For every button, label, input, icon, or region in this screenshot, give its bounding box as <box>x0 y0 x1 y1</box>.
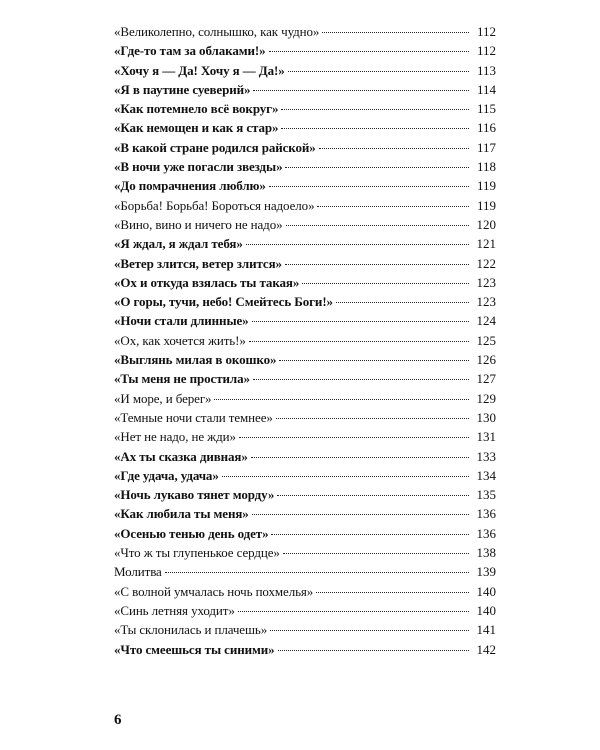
toc-entry-title: «Я в паутине суеверий» <box>114 81 251 97</box>
dot-leader <box>252 321 469 322</box>
dot-leader <box>222 476 469 477</box>
toc-entry <box>114 273 496 292</box>
dot-leader <box>317 206 469 207</box>
toc-entry-title: «Великолепно, солнышко, как чудно» <box>114 24 320 39</box>
dot-leader <box>281 109 469 110</box>
toc-entry-title: «Выглянь милая в окошко» <box>114 352 277 368</box>
dot-leader <box>279 360 469 361</box>
toc-entry <box>114 389 496 408</box>
toc-entry <box>114 427 496 446</box>
toc-entry-title: «Как немощен и как я стар» <box>114 120 279 136</box>
toc-entry <box>114 350 496 369</box>
toc-entry-title: «До помрачнения люблю» <box>114 178 266 194</box>
toc-entry-title: «Что смеешься ты синими» <box>114 641 275 657</box>
toc-entry <box>114 138 496 157</box>
toc-entry <box>114 99 496 118</box>
dot-leader <box>165 572 469 573</box>
toc-entry-page: 114 <box>476 81 496 97</box>
toc-entry-page: 120 <box>476 216 496 232</box>
toc-entry-page: 129 <box>476 390 496 406</box>
toc-entry-page: 141 <box>476 622 496 638</box>
toc-entry-title: «Ох и откуда взялась ты такая» <box>114 274 300 290</box>
toc-entry-title: «Нет не надо, не жди» <box>114 429 236 445</box>
toc-entry-page: 112 <box>476 43 496 59</box>
dot-leader <box>277 495 469 496</box>
toc-entry <box>114 118 496 137</box>
dot-leader <box>253 379 469 380</box>
toc-entry-page: 136 <box>476 525 496 541</box>
toc-entry <box>114 331 496 350</box>
dot-leader <box>269 186 469 187</box>
toc-entry-title: «С волной умчалась ночь похмелья» <box>114 583 314 599</box>
toc-entry-title: «Синь летняя уходит» <box>114 602 235 618</box>
toc-entry <box>114 466 496 485</box>
toc-entry-title: «Как потемнело всё вокруг» <box>114 101 279 117</box>
toc-entry <box>114 215 496 234</box>
toc-entry-title: Молитва <box>114 564 162 580</box>
toc-entry <box>114 176 496 195</box>
toc-entry-title: «Ночь лукаво тянет морду» <box>114 487 275 503</box>
toc-entry-title: «Осенью тенью день одет» <box>114 525 269 541</box>
toc-entry-page: 140 <box>476 583 496 599</box>
toc-entry-title: «В какой стране родился райской» <box>114 139 316 155</box>
toc-entry-title: «Где-то там за облаками!» <box>114 43 266 59</box>
dot-leader <box>214 399 469 400</box>
toc-entry-page: 118 <box>476 159 496 175</box>
toc-entry-title: «Как любила ты меня» <box>114 506 249 522</box>
toc-entry-page: 119 <box>476 178 496 194</box>
dot-leader <box>319 148 469 149</box>
dot-leader <box>270 630 469 631</box>
toc-entry-page: 142 <box>476 641 496 657</box>
toc-entry-page: 139 <box>476 564 496 580</box>
toc-entry <box>114 80 496 99</box>
toc-entry-title: «Где удача, удача» <box>114 467 219 483</box>
toc-entry-page: 136 <box>476 506 496 522</box>
toc-entry-page: 119 <box>476 197 496 213</box>
toc-entry-page: 127 <box>476 371 496 387</box>
toc-entry-page: 117 <box>476 139 496 155</box>
toc-entry-page: 131 <box>476 429 496 445</box>
page-number: 6 <box>114 712 122 728</box>
toc-entry-page: 116 <box>476 120 496 136</box>
dot-leader <box>283 553 469 554</box>
toc-entry-page: 140 <box>476 602 496 618</box>
dot-leader <box>251 457 469 458</box>
toc-entry <box>114 61 496 80</box>
dot-leader <box>302 283 469 284</box>
dot-leader <box>253 90 469 91</box>
toc-entry-title: «Ох, как хочется жить!» <box>114 332 246 348</box>
toc-entry <box>114 543 496 562</box>
dot-leader <box>281 128 469 129</box>
toc-entry-title: «В ночи уже погасли звезды» <box>114 159 283 175</box>
dot-leader <box>276 418 469 419</box>
toc-entry-page: 122 <box>476 255 496 271</box>
toc-entry <box>114 524 496 543</box>
dot-leader <box>285 264 469 265</box>
toc-entry <box>114 254 496 273</box>
toc-entry-page: 124 <box>476 313 496 329</box>
toc-entry <box>114 369 496 388</box>
toc-entry-page: 123 <box>476 274 496 290</box>
toc-entry-title: «Ветер злится, ветер злится» <box>114 255 282 271</box>
toc-entry-page: 133 <box>476 448 496 464</box>
toc-entry <box>114 292 496 311</box>
dot-leader <box>252 514 469 515</box>
toc-entry <box>114 582 496 601</box>
toc-entry-title: «Ты меня не простила» <box>114 371 250 387</box>
dot-leader <box>286 225 470 226</box>
toc-entry-page: 130 <box>476 409 496 425</box>
dot-leader <box>246 244 469 245</box>
dot-leader <box>322 32 469 33</box>
toc-entry-title: «Что ж ты глупенькое сердце» <box>114 545 280 561</box>
toc-entry-page: 135 <box>476 487 496 503</box>
toc-entry <box>114 41 496 60</box>
toc-entry-title: «Ах ты сказка дивная» <box>114 448 248 464</box>
toc-entry <box>114 504 496 523</box>
toc-entry <box>114 157 496 176</box>
toc-entry <box>114 620 496 639</box>
toc-entry-title: «Ты склонилась и плачешь» <box>114 622 268 638</box>
dot-leader <box>288 71 469 72</box>
toc-entry-title: «И море, и берег» <box>114 390 212 406</box>
toc-entry-page: 121 <box>476 236 496 252</box>
toc-entry-page: 138 <box>476 545 496 561</box>
toc-entry-title: «Темные ночи стали темнее» <box>114 409 273 425</box>
toc-entry <box>114 447 496 466</box>
toc-entry <box>114 408 496 427</box>
toc-entry <box>114 22 496 41</box>
toc-entry-page: 125 <box>476 332 496 348</box>
toc-entry <box>114 562 496 581</box>
toc-entry-title: «Хочу я — Да! Хочу я — Да!» <box>114 62 285 78</box>
toc-entry-page: 115 <box>476 101 496 117</box>
dot-leader <box>336 302 469 303</box>
toc-entry-title: «Я ждал, я ждал тебя» <box>114 236 243 252</box>
toc-entry-page: 113 <box>476 62 496 78</box>
toc-entry-title: «Ночи стали длинные» <box>114 313 249 329</box>
toc-entry-page: 123 <box>476 294 496 310</box>
toc-entry <box>114 640 496 659</box>
dot-leader <box>278 650 469 651</box>
dot-leader <box>271 534 469 535</box>
dot-leader <box>269 51 470 52</box>
toc-entry-title: «Вино, вино и ничего не надо» <box>114 216 283 232</box>
dot-leader <box>249 341 469 342</box>
dot-leader <box>285 167 469 168</box>
toc-entry-page: 126 <box>476 352 496 368</box>
toc-entry <box>114 601 496 620</box>
toc-entry-page: 112 <box>476 24 496 39</box>
toc-entry-title: «Борьба! Борьба! Бороться надоело» <box>114 197 315 213</box>
dot-leader <box>239 437 469 438</box>
dot-leader <box>238 611 469 612</box>
table-of-contents <box>114 22 496 659</box>
toc-entry-title: «О горы, тучи, небо! Смейтесь Боги!» <box>114 294 333 310</box>
toc-entry <box>114 196 496 215</box>
toc-entry <box>114 485 496 504</box>
toc-entry <box>114 234 496 253</box>
dot-leader <box>316 592 469 593</box>
toc-entry-page: 134 <box>476 467 496 483</box>
toc-entry <box>114 311 496 330</box>
